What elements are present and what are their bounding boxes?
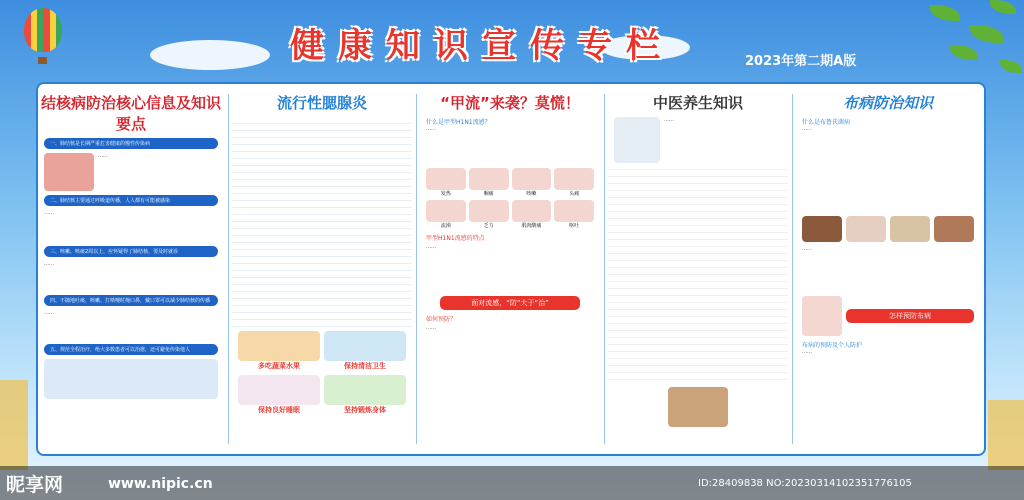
symptom-label: 流涕 — [440, 223, 451, 229]
watermark-site: www.nipic.cn — [108, 476, 213, 492]
building — [0, 380, 28, 470]
pig-image — [846, 216, 886, 242]
symptom-label: 咽痛 — [483, 191, 494, 197]
symptom-label: 呕吐 — [569, 223, 580, 229]
tb-point: 五、规范全程治疗，绝大多数患者可以治愈，还可避免传染他人 — [44, 344, 218, 355]
column-tcm: 中医养生知识 …… — [608, 86, 788, 452]
edition-label: 2023年第二期A版 — [745, 54, 857, 69]
symptom-label: 咳嗽 — [526, 191, 537, 197]
column-heading: 流行性腮腺炎 — [276, 94, 367, 112]
building — [988, 400, 1024, 470]
symptom-label: 肌肉酸痛 — [521, 223, 542, 229]
subhead: 什么是甲型H1N1流感？ — [426, 119, 491, 126]
hot-air-balloon-icon — [24, 8, 62, 52]
nurse-illustration — [44, 359, 218, 399]
tb-point: 三、咳嗽、咳痰2周以上，应怀疑得了肺结核，要及时就诊 — [44, 246, 218, 257]
subhead: 布病的预防及个人防护 — [802, 342, 863, 349]
tb-point: 二、肺结核主要通过呼吸道传播，人人都有可能被感染 — [44, 195, 218, 206]
column-heading: 布病防治知识 — [842, 94, 933, 112]
watermark-logo: 昵享网 — [6, 474, 64, 496]
deer-image — [890, 216, 930, 242]
cattle-image — [802, 216, 842, 242]
doctor-illustration — [614, 117, 660, 163]
symptom-label: 发热 — [440, 191, 451, 197]
divider — [604, 94, 605, 444]
subhead: 甲型H1N1流感的特点 — [426, 235, 485, 242]
divider — [416, 94, 417, 444]
nurse-illustration — [802, 296, 842, 336]
caption: 坚持锻炼身体 — [344, 406, 386, 414]
column-flu: “甲流”来袭？莫慌！ 什么是甲型H1N1流感？ …… 发热 咽痛 咳嗽 头痛 流涕 乏力 肌肉酸痛 呕吐 甲型H1N1流感的特点 …… 面对流感，“防”大于“治” 如何预防？ …… — [420, 86, 600, 452]
column-heading: “甲流”来袭？莫慌！ — [440, 94, 580, 112]
caption: 保持良好睡眠 — [258, 406, 300, 414]
column-heading: 结核病防治核心信息及知识要点 — [40, 94, 221, 133]
divider — [792, 94, 793, 444]
column-mumps — [232, 86, 412, 452]
symptom-label: 乏力 — [483, 223, 494, 229]
tcm-text — [608, 163, 788, 383]
cloud — [150, 40, 270, 70]
prevention-badge: 怎样预防布病 — [846, 309, 974, 323]
slogan: 面对流感，“防”大于“治” — [440, 296, 580, 310]
tb-point: 一、肺结核是长期严重危害健康的慢性传染病 — [44, 138, 218, 149]
handwash-image — [324, 331, 406, 361]
divider — [228, 94, 229, 444]
subhead: 什么是布鲁氏菌病 — [802, 119, 851, 126]
page-title: 健康知识宣传专栏 — [290, 26, 674, 66]
exercise-image — [324, 375, 406, 405]
sleep-image — [238, 375, 320, 405]
caption: 保持清洁卫生 — [344, 362, 386, 370]
dog-image — [934, 216, 974, 242]
tb-point: 四、不随地吐痰，咳嗽、打喷嚏时掩口鼻，戴口罩可以减少肺结核的传播 — [44, 295, 218, 306]
fruit-image — [238, 331, 320, 361]
lungs-image — [44, 153, 94, 191]
balloon-basket — [38, 57, 47, 64]
symptom-label: 头痛 — [569, 191, 580, 197]
column-brucellosis: 布病防治知识 什么是布鲁氏菌病 …… …… 怎样预防布病 布病的预防及个人防护 …… — [796, 86, 980, 452]
herb-image — [668, 387, 728, 427]
subhead: 如何预防？ — [426, 316, 457, 323]
mumps-text — [232, 117, 412, 327]
column-tb: 结核病防治核心信息及知识要点 一、肺结核是长期严重危害健康的慢性传染病 …… 二、肺结核主要通过呼吸道传播，人人都有可能被感染 …… 三、咳嗽、咳痰2周以上，应怀疑得了肺结核，要及时就诊 …… 四、不随地吐痰，咳嗽、打喷嚏时掩口鼻，戴口罩可以减少肺结核的传播 …… 五、规范全程治疗，绝大多数患者可以治愈，还可避免传染他人 — [38, 86, 224, 452]
content-board — [36, 82, 986, 456]
caption: 多吃蔬菜水果 — [258, 362, 300, 370]
watermark-id: ID:28409838 NO:20230314102351776105 — [698, 478, 912, 489]
column-heading: 中医养生知识 — [652, 94, 743, 112]
